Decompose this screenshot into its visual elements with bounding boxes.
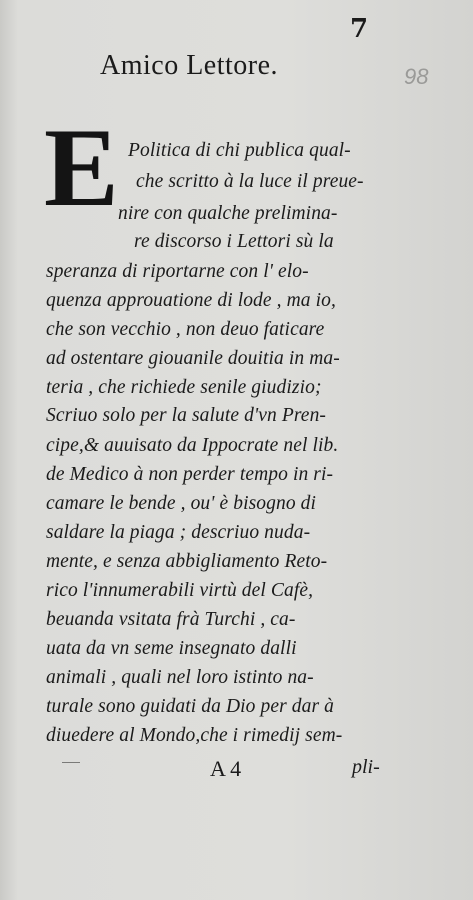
text-line: cipe,& auuisato da Ippocrate nel lib. — [46, 435, 339, 456]
page-title: Amico Lettore. — [100, 50, 279, 81]
text-line: uata da vn seme insegnato dalli — [46, 638, 297, 659]
signature-mark: A 4 — [210, 756, 242, 781]
margin-dash — [62, 762, 80, 763]
text-line: Politica di chi publica qual- — [128, 140, 351, 161]
text-line: speranza di riportarne con l' elo- — [46, 261, 309, 282]
text-line: saldare la piaga ; descriuo nuda- — [46, 522, 311, 543]
text-line: ad ostentare giouanile douitia in ma- — [46, 348, 340, 369]
text-line: animali , quali nel loro istinto na- — [46, 667, 314, 688]
pencil-annotation: 98 — [404, 64, 429, 89]
catchword: pli- — [352, 756, 380, 778]
text-line: camare le bende , ou' è bisogno di — [46, 493, 317, 514]
page-number: 7 — [350, 14, 369, 44]
text-line: nire con qualche prelimina- — [118, 203, 338, 224]
text-line: turale sono guidati da Dio per dar à — [46, 696, 334, 717]
text-line: rico l'innumerabili virtù del Cafè, — [46, 580, 314, 601]
text-line: mente, e senza abbigliamento Reto- — [46, 551, 328, 572]
text-line: teria , che richiede senile giudizio; — [46, 377, 322, 398]
text-line: che scritto à la luce il preue- — [136, 171, 364, 192]
text-line: Scriuo solo per la salute d'vn Pren- — [46, 405, 327, 426]
text-line: beuanda vsitata frà Turchi , ca- — [46, 609, 296, 630]
text-line: de Medico à non perder tempo in ri- — [46, 464, 334, 485]
text-line: diuedere al Mondo,che i rimedij sem- — [46, 725, 343, 746]
drop-cap: E — [44, 106, 119, 230]
text-line: re discorso i Lettori sù la — [134, 231, 334, 252]
text-line: che son vecchio , non deuo faticare — [46, 319, 325, 340]
text-line: quenza approuatione di lode , ma io, — [46, 290, 336, 311]
